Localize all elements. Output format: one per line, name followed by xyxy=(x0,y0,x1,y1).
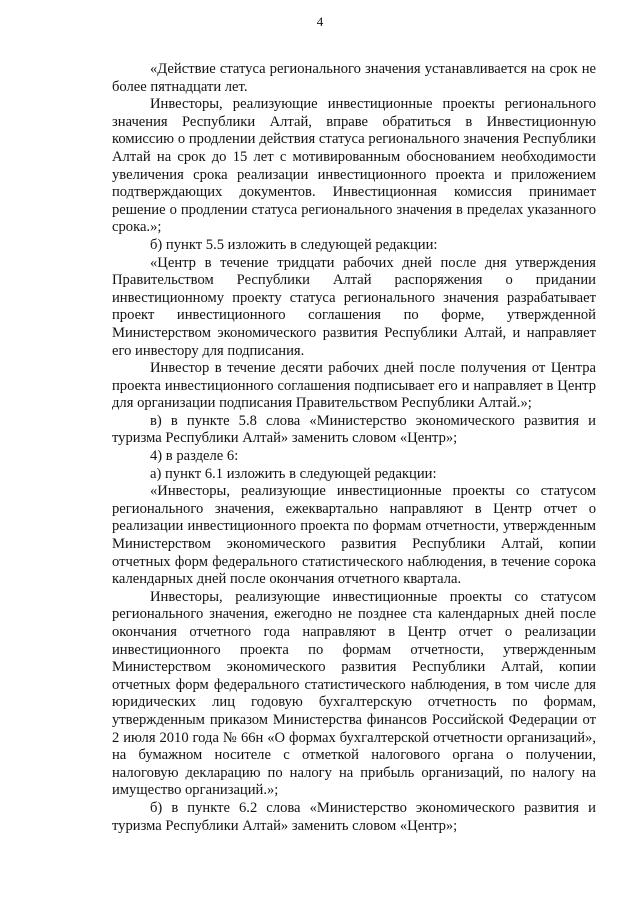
paragraph-status-duration: «Действие статуса регионального значения устанавливается на срок не более пятнадцати лет. xyxy=(112,61,596,95)
paragraph-item-6-2: б) в пункте 6.2 слова «Министерство экономического развития и туризма Республики Алтай» заменить словом «Центр»; xyxy=(112,799,596,834)
paragraph-item-6-1-heading: а) пункт 6.1 изложить в следующей редакции: xyxy=(150,465,437,482)
paragraph-investor-signing: Инвестор в течение десяти рабочих дней после получения от Центра проекта инвестиционного соглашения подписывает его и направляет в Центр для организации подписания Правительством Республики Алтай.»; xyxy=(112,360,596,412)
paragraph-annual-report: Инвесторы, реализующие инвестиционные проекты со статусом регионального значения, ежегодно не позднее ста календарных дней после окончания отчетного года направляют в Центр отчет о реализации инвестиционного проекта по формам отчетности, утвержденным Министерством экономического развития Республики Алтай, копии отчетных форм федерального статистического наблюдения, в том числе для юридических лиц годовую бухгалтерскую отчетность по формам, утвержденным приказом Министерства финансов Российской Федерации от 2 июля 2010 года № 66н «О формах бухгалтерской отчетности организаций», на бумажном носителе с отметкой налогового органа о получении, налоговую декларацию по налогу на прибыль организаций, по налогу на имущество организаций.»; xyxy=(112,588,596,799)
paragraph-quarterly-report: «Инвесторы, реализующие инвестиционные проекты со статусом регионального значения, ежеквартально направляют в Центр отчет о реализации инвестиционного проекта по формам отчетности, утвержденным Министерством экономического развития Республики Алтай, копии отчетных форм федерального статистического наблюдения, в течение сорока календарных дней после окончания отчетного квартала. xyxy=(112,483,596,588)
page-number: 4 xyxy=(316,14,324,29)
paragraph-investors-extension: Инвесторы, реализующие инвестиционные проекты регионального значения Республики Алтай, вправе обратиться в Инвестиционную комиссию о продлении действия статуса регионального значения Республики Алтай на срок до 15 лет с мотивированным обоснованием необходимости увеличения срока реализации инвестиционного проекта и приложением подтверждающих документов. Инвестиционная комиссия принимает решение о продлении статуса регионального значения в пределах указанного срока.»; xyxy=(112,96,596,236)
paragraph-section-6: 4) в разделе 6: xyxy=(150,448,239,465)
paragraph-center-agreement: «Центр в течение тридцати рабочих дней после дня утверждения Правительством Республики Алтай распоряжения о придании инвестиционному проекту статуса регионального значения разрабатывает проект инвестиционного соглашения по форме, утвержденной Министерством экономического развития Республики Алтай, и направляет его инвестору для подписания. xyxy=(112,254,596,359)
paragraph-item-5-8: в) в пункте 5.8 слова «Министерство экономического развития и туризма Республики Алтай» заменить словом «Центр»; xyxy=(112,412,596,447)
paragraph-item-5-5-heading: б) пункт 5.5 изложить в следующей редакции: xyxy=(150,236,438,253)
document-body xyxy=(112,61,596,835)
